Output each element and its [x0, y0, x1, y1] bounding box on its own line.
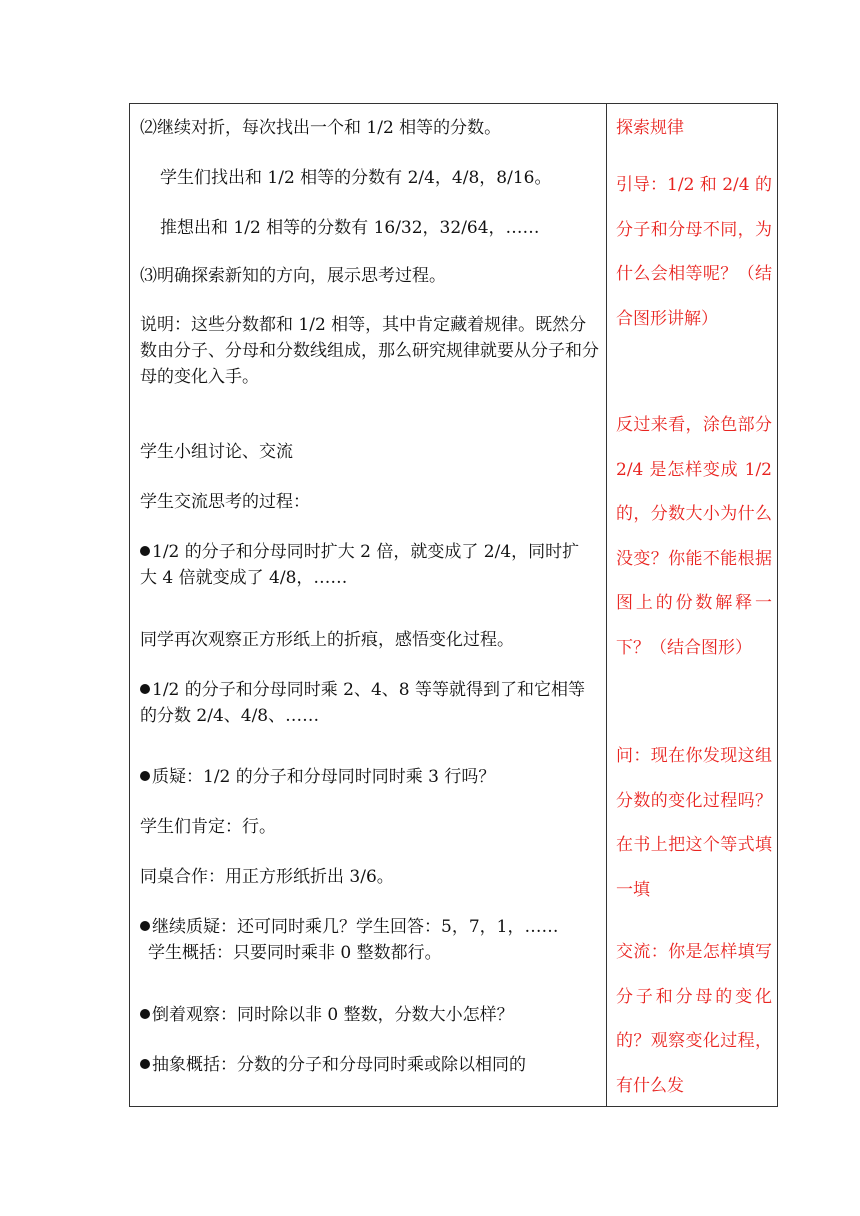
note: 反过来看，涂色部分 2/4 是怎样变成 1/2 的，分数大小为什么没变？你能不能根据图上的份数解释一下？（结合图形）: [616, 415, 772, 658]
note: 交流：你是怎样填写分子和分母的变化的？观察变化过程，有什么发: [616, 942, 772, 1096]
bullet-icon: [140, 546, 150, 556]
paragraph: 同学再次观察正方形纸上的折痕，感悟变化过程。: [140, 630, 514, 650]
bullet-paragraph: 质疑：1/2 的分子和分母同时同时乘 3 行吗？: [140, 764, 602, 790]
paragraph: ⑶明确探索新知的方向，展示思考过程。: [140, 266, 446, 286]
paragraph: 说明：这些分数都和 1/2 相等，其中肯定藏着规律。既然分数由分子、分母和分数线组成，那么研究规律就要从分子和分母的变化入手。: [140, 315, 599, 387]
bullet-icon: [140, 921, 150, 931]
paragraph: 学生小组讨论、交流: [140, 442, 293, 462]
note: 引导：1/2 和 2/4 的分子和分母不同，为什么会相等呢？（结合图形讲解）: [616, 175, 772, 329]
paragraph: 学生们找出和 1/2 相等的分数有 2/4，4/8，8/16。: [160, 168, 552, 188]
paragraph: 学生交流思考的过程：: [140, 492, 310, 512]
bullet-icon: [140, 771, 150, 781]
bullet-icon: [140, 1059, 150, 1069]
bullet-paragraph: 1/2 的分子和分母同时扩大 2 倍，就变成了 2/4，同时扩大 4 倍就变成了 4/8，……: [140, 542, 580, 588]
paragraph: 推想出和 1/2 相等的分数有 16/32，32/64，……: [160, 218, 540, 238]
paragraph: 学生概括：只要同时乘非 0 整数都行。: [148, 943, 442, 963]
bullet-paragraph: 抽象概括：分数的分子和分母同时乘或除以相同的: [140, 1052, 602, 1078]
bullet-icon: [140, 684, 150, 694]
paragraph: 同桌合作：用正方形纸折出 3/6。: [140, 867, 394, 887]
bullet-paragraph: 倒着观察：同时除以非 0 整数，分数大小怎样？: [140, 1002, 602, 1028]
bullet-icon: [140, 1009, 150, 1019]
note: 探索规律: [616, 118, 684, 138]
note: 问：现在你发现这组分数的变化过程吗？在书上把这个等式填一填: [616, 746, 772, 900]
bullet-paragraph: 1/2 的分子和分母同时乘 2、4、8 等等就得到了和它相等的分数 2/4、4/8、……: [140, 680, 586, 726]
paragraph: ⑵继续对折，每次找出一个和 1/2 相等的分数。: [140, 118, 502, 138]
bullet-paragraph: 继续质疑：还可同时乘几？学生回答：5，7，1，……: [140, 914, 602, 940]
paragraph: 学生们肯定：行。: [140, 817, 276, 837]
